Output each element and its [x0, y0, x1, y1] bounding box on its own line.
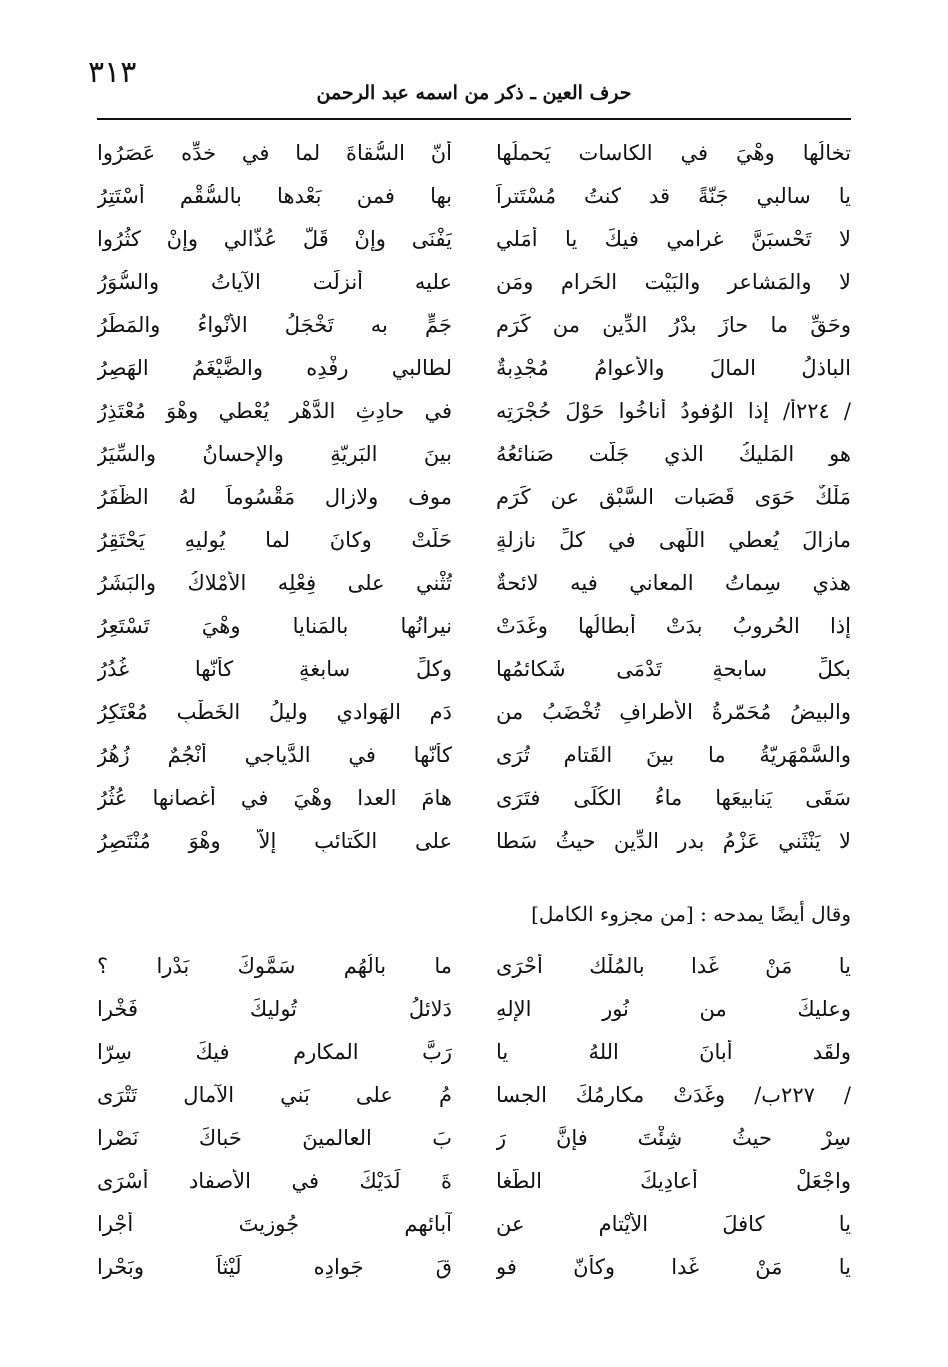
- hemistich-second: في حادِثِ الدَّهْرِ يُعْطي وهْوَ مُعْتَذِرُ: [97, 398, 452, 423]
- verse: [97, 819, 851, 862]
- hemistich-second: أنّ السُّقاةَ لما في خدِّه عَصَرُوا: [97, 140, 452, 165]
- hemistich-second: بها فمن بَعْدها بالسُّقْم أَسْتَتِرُ: [97, 183, 452, 208]
- hemistich-second: دَمِ الهَوادي وليلُ الخَطْبِ مُعْتَكِرُ: [97, 699, 452, 724]
- hemistich-second: بينَ البَريّةِ والإحسانُ والسِّيَرُ: [97, 441, 452, 466]
- hemistich-second: ما بالُهُم سَمَّوكَ بَدْرا ؟: [97, 953, 452, 978]
- hemistich-second: تُثْني على فِعْلِه الأمْلاكُ والبَشَرُ: [97, 570, 452, 595]
- hemistich-first: تخالُها وهْيَ في الكاسات يَحملُها: [496, 140, 851, 165]
- verse: [97, 389, 851, 432]
- verse: [97, 346, 851, 389]
- verse: [97, 733, 851, 776]
- poem-introduction: وقال أيضًا يمدحه : [من مجزوء الكامل]: [531, 902, 851, 926]
- hemistich-first: يا كافلَ الأيْتام عن: [496, 1211, 851, 1236]
- hemistich-first: لا تَحْسبَنَّ غرامي فيكَ يا أمَلي: [496, 226, 851, 251]
- hemistich-first: وحَقِّ ما حازَ بدْرُ الدِّين من كَرَم: [496, 312, 851, 337]
- hemistich-second: نيرانُها بالمَنايا وهْيَ تَسْتَعِرُ: [97, 613, 452, 638]
- hemistich-first: مَلْكٌ حَوَى قَصَبات السَّبْق عن كَرَم: [496, 484, 851, 509]
- verse: [97, 1245, 851, 1288]
- hemistich-first: بكلِّ سابحةٍ تَدْمَى شَكائمُها: [496, 656, 851, 681]
- verse: [97, 647, 851, 690]
- hemistich-second: مُ على بَني الآمال تَتْرَى: [97, 1082, 452, 1107]
- hemistich-first: مازالَ يُعطي اللُّهى في كلِّ نازلةٍ: [496, 527, 851, 552]
- verse: [97, 690, 851, 733]
- verse: [97, 1202, 851, 1245]
- hemistich-second: كأنّها في الدَّياجي أنْجُمٌ زُهُرُ: [97, 742, 452, 767]
- verse: [97, 944, 851, 987]
- verse: [97, 1030, 851, 1073]
- verse: [97, 475, 851, 518]
- hemistich-first: والبيضُ مُحَمّرةُ الأطرافِ تُخْضَبُ من: [496, 699, 851, 724]
- verse: [97, 518, 851, 561]
- verse: [97, 987, 851, 1030]
- hemistich-first: / ٢٢٤أ/ إذا الوُفودُ أناخُوا حَوْلَ حُجْرَتِه: [496, 398, 851, 423]
- verse: [97, 604, 851, 647]
- verse: [97, 303, 851, 346]
- hemistich-first: يا سالبي جَنّةً قد كنتُ مُسْتَتراً: [496, 183, 851, 208]
- hemistich-first: ولقَد أبانَ اللهُ يا: [496, 1039, 851, 1064]
- hemistich-second: رَبَّ المكارم فيكَ سِرّا: [97, 1039, 452, 1064]
- hemistich-first: لا والمَشاعر والبَيْت الحَرام ومَن: [496, 269, 851, 294]
- verse: [97, 217, 851, 260]
- verse: [97, 260, 851, 303]
- poem-qasida: [97, 131, 851, 862]
- hemistich-second: حَلَّتْ وكانَ لما يُوليهِ يَحْتَقِرُ: [97, 527, 452, 552]
- hemistich-second: آبائهم جُوزيتَ أجْرا: [97, 1211, 452, 1236]
- hemistich-second: عليه أُنزلَت الآياتُ والسُّوَرُ: [97, 269, 452, 294]
- running-head: حرف العين ـ ذكر من اسمه عبد الرحمن: [316, 82, 632, 104]
- verse: [97, 1073, 851, 1116]
- hemistich-second: يَفْنَى وإنْ قَلَّ عُذّالي وإنْ كثُرُوا: [97, 226, 452, 251]
- hemistich-first: لا يَنْثَني عَزْمُ بدرِ الدِّين حيثُ سَطا: [496, 828, 851, 853]
- verse: [97, 1116, 851, 1159]
- verse: [97, 131, 851, 174]
- hemistich-first: سَقَى يَنابيعَها ماءُ الكُلَى فتَرَى: [496, 785, 851, 810]
- verse: [97, 776, 851, 819]
- hemistich-first: يا مَنْ غَدا بالمُلْك أحْرَى: [496, 953, 851, 978]
- hemistich-first: واجْعَلْ أعادِيكَ الطُّغا: [496, 1168, 851, 1193]
- hemistich-second: موف ولازال مَقْسُوماً لهُ الظَّفَرُ: [97, 484, 452, 509]
- hemistich-second: هامَ العدا وهْيَ في أغصانها عُثُرُ: [97, 785, 452, 810]
- verse: [97, 432, 851, 475]
- hemistich-first: هو المَليكُ الذي جَلّت صَنائعُهُ: [496, 441, 851, 466]
- page-number: ٣١٣: [88, 55, 137, 90]
- poem-kamil: [97, 944, 851, 1288]
- hemistich-second: وكلِّ سابغةٍ كأنّها غُدُرُ: [97, 656, 452, 681]
- hemistich-first: وعليكَ من نُورِ الإلهِ: [496, 996, 851, 1021]
- verse: [97, 1159, 851, 1202]
- verse: [97, 561, 851, 604]
- hemistich-second: بَ العالمينَ حَباكَ نَصْرا: [97, 1125, 452, 1150]
- hemistich-second: على الكَتائبِ إلاّ وهْوَ مُنْتَصِرُ: [97, 828, 452, 853]
- hemistich-first: الباذلُ المالَ والأعوامُ مُجْدِبةٌ: [496, 355, 851, 380]
- hemistich-second: قَ جَوادِه لَيْثاً وبَحْرا: [97, 1254, 452, 1279]
- header-rule: [97, 118, 851, 120]
- hemistich-first: والسَّمْهَريّةُ ما بينَ القَتام تُرَى: [496, 742, 851, 767]
- verse: [97, 174, 851, 217]
- hemistich-first: / ٢٢٧ب/ وغَدَتْ مكارمُكَ الجسا: [496, 1082, 851, 1107]
- hemistich-first: يا مَنْ غَدا وكأنّ فو: [496, 1254, 851, 1279]
- hemistich-second: دَلائلُ تُوليكَ فَخْرا: [97, 996, 452, 1021]
- hemistich-first: سِرْ حيثُ شِئْتَ فإنَّ رَ: [496, 1125, 851, 1150]
- hemistich-second: جَمٍّ به تَخْجَلُ الأنْواءُ والمَطَرُ: [97, 312, 452, 337]
- hemistich-first: إذا الحُروبُ بدَتْ أبطالُها وغَدَتْ: [496, 613, 851, 638]
- hemistich-second: لطالبي رِفْدِه والضَّيْغَمُ الهَصِرُ: [97, 355, 452, 380]
- hemistich-second: ةَ لَدَيْكَ في الأصفاد أسْرَى: [97, 1168, 452, 1193]
- hemistich-first: هذي سِماتُ المعاني فيه لائحةٌ: [496, 570, 851, 595]
